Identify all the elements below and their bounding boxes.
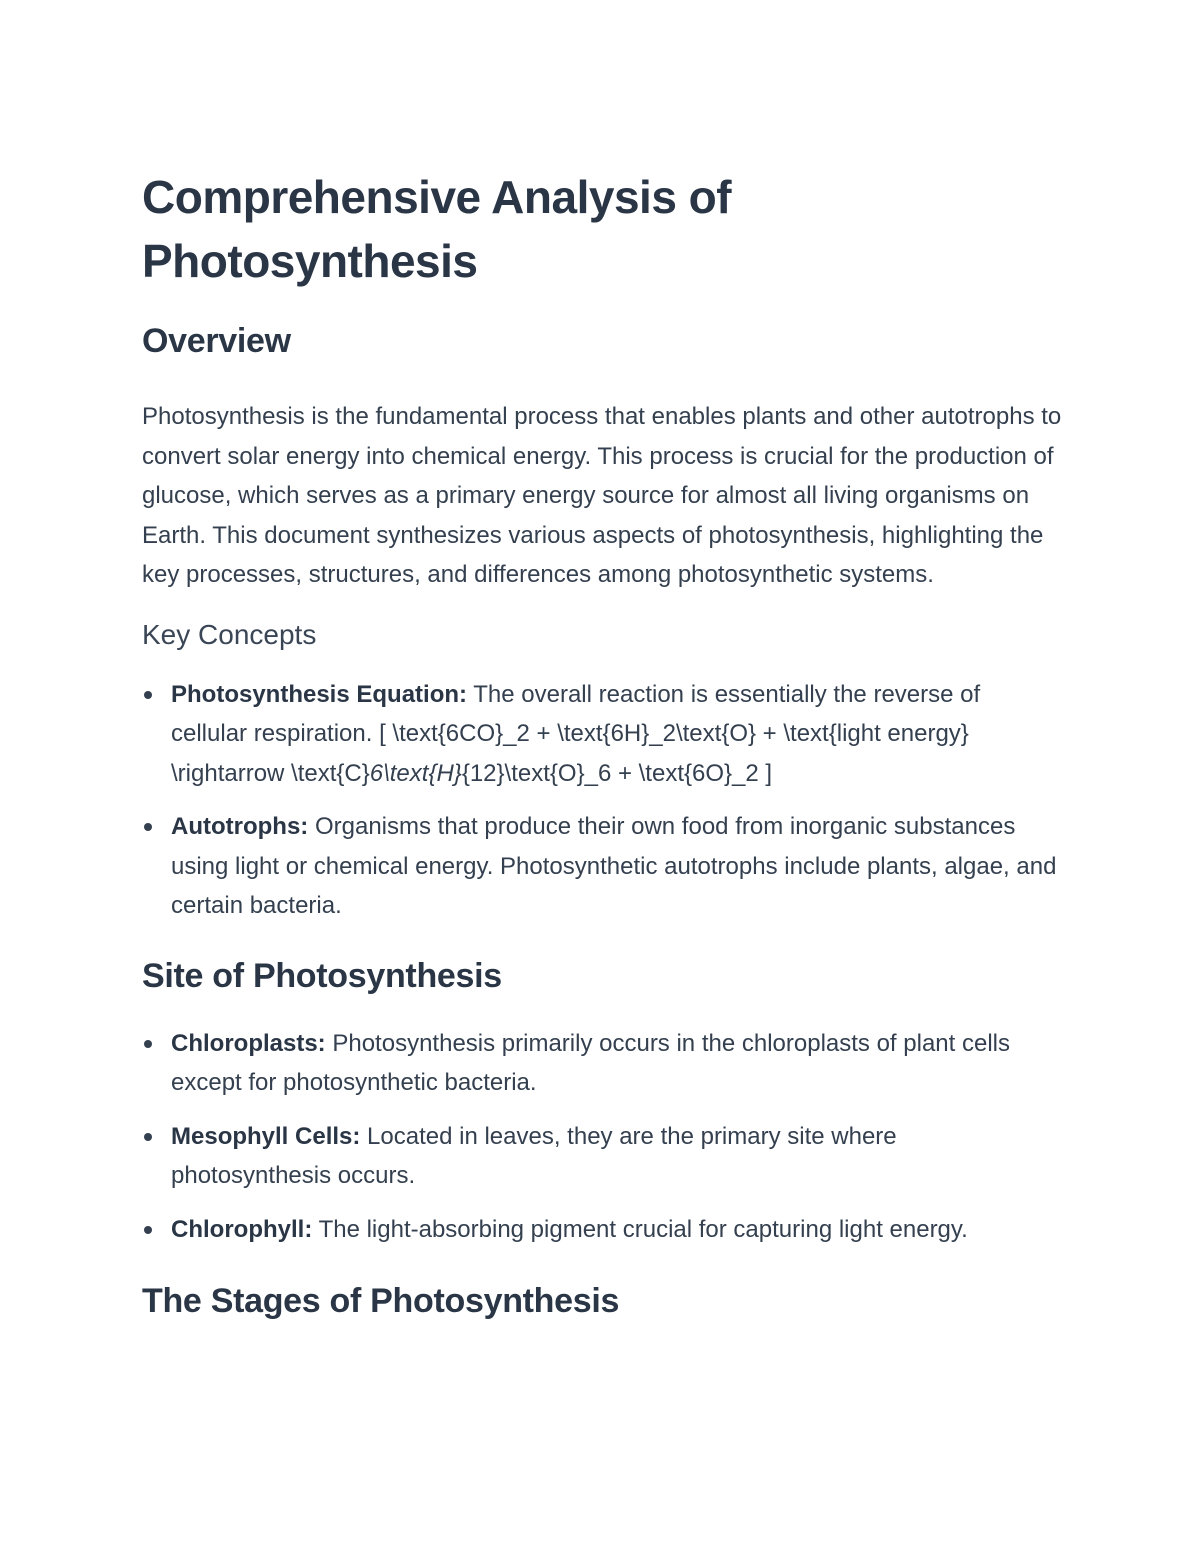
- site-list: [142, 1024, 1062, 1250]
- definition-mesophyll-cells: Located in leaves, they are the primary site where photosynthesis occurs.: [171, 1122, 897, 1189]
- overview-heading: Overview: [142, 322, 291, 360]
- document-page: [142, 165, 1062, 1323]
- list-item-photosynthesis-equation: [142, 675, 1062, 794]
- equation-tail: {12}\text{O}_6 + \text{6O}_2 ]: [461, 759, 773, 787]
- list-item-chlorophyll: [142, 1210, 1062, 1250]
- site-heading: Site of Photosynthesis: [142, 956, 502, 995]
- list-item-chloroplasts: [142, 1024, 1062, 1103]
- term-chlorophyll: Chlorophyll:: [171, 1215, 313, 1243]
- definition-photosynthesis-equation: The overall reaction is essentially the reverse of cellular respiration. [ \text{6CO}_2 + \text{6H}_2\text{O} + \text{light energy} \rightarrow \text{C}: [171, 680, 981, 787]
- list-item-autotrophs: [142, 807, 1062, 926]
- overview-paragraph: Photosynthesis is the fundamental process that enables plants and other autotrophs to convert solar energy into chemical energy. This process is crucial for the production of glucose, which serves as a primary energy source for almost all living organisms on Earth. This document synthesizes various aspects of photosynthesis, highlighting the key processes, structures, and differences among photosynthetic systems.: [142, 403, 1062, 588]
- term-mesophyll-cells: Mesophyll Cells:: [171, 1122, 361, 1150]
- key-concepts-heading: Key Concepts: [142, 618, 317, 650]
- definition-chlorophyll: The light-absorbing pigment crucial for capturing light energy.: [312, 1215, 968, 1243]
- definition-autotrophs: Organisms that produce their own food from inorganic substances using light or chemical energy. Photosynthetic autotrophs include plants, algae, and certain bacteria.: [171, 813, 1057, 919]
- document-title: Comprehensive Analysis of Photosynthesis: [142, 171, 732, 287]
- definition-chloroplasts: Photosynthesis primarily occurs in the chloroplasts of plant cells except for photosynthetic bacteria.: [171, 1029, 1010, 1096]
- stages-heading: The Stages of Photosynthesis: [142, 1282, 620, 1320]
- term-photosynthesis-equation: Photosynthesis Equation:: [171, 680, 468, 708]
- key-concepts-list: [142, 675, 1062, 926]
- term-autotrophs: Autotrophs:: [171, 813, 309, 840]
- equation-italic-fragment: 6\text{H}: [369, 759, 462, 787]
- list-item-mesophyll-cells: [142, 1117, 1062, 1196]
- term-chloroplasts: Chloroplasts:: [171, 1029, 326, 1057]
